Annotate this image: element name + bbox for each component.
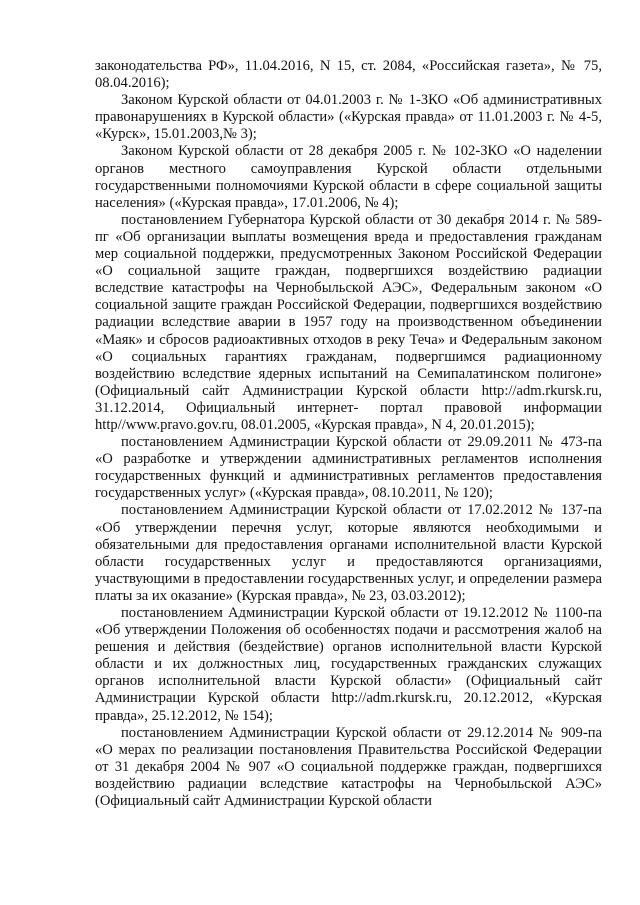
paragraph-kursk-law-1-zko: Законом Курской области от 04.01.2003 г. № 1-ЗКО «Об административных правонарушениях в Курской области» («Курская правда» от 11.01.2003 г. № 4-5, «Курск», 15.01.2003,№ 3); bbox=[95, 92, 602, 143]
paragraph-governor-decree-589: постановлением Губернатора Курской области от 30 декабря 2014 г. № 589-пг «Об организации выплаты возмещения вреда и предоставления гражданам мер социальной поддержки, предусмотренных Законом Российской Федерации «О социальной защите граждан, подвергшихся воздействию радиации вследствие катастрофы на Чернобыльской АЭС», Федеральным законом «О социальной защите граждан Российской Федерации, подвергшихся воздействию радиации вследствие аварии в 1957 году на производственном объединении «Маяк» и сбросов радиоактивных отходов в реку Теча» и Федеральным законом «О социальных гарантиях гражданам, подвергшимся радиационному воздействию вследствие ядерных испытаний на Семипалатинском полигоне» (Официальный сайт Администрации Курской области http://adm.rkursk.ru, 31.12.2014, Официальный интернет- портал правовой информации http//www.pravo.gov.ru, 08.01.2005, «Курская правда», N 4, 20.01.2015); bbox=[95, 211, 602, 433]
paragraph-administration-decree-473: постановлением Администрации Курской области от 29.09.2011 № 473-па «О разработке и утверждении административных регламентов исполнения государственных функций и административных регламентов предоставления государственных услуг» («Курская правда», 08.10.2011, № 120); bbox=[95, 434, 602, 502]
document-page bbox=[95, 58, 602, 810]
paragraph-administration-decree-137: постановлением Администрации Курской области от 17.02.2012 № 137-па «Об утверждении перечня услуг, которые являются необходимыми и обязательными для предоставления органами исполнительной власти Курской области государственных услуг и предоставляются организациями, участвующими в предоставлении государственных услуг, и определении размера платы за их оказание» (Курская правда», № 23, 03.03.2012); bbox=[95, 502, 602, 604]
paragraph-kursk-law-102-zko: Законом Курской области от 28 декабря 2005 г. № 102-ЗКО «О наделении органов местного самоуправления Курской области отдельными государственными полномочиями Курской области в сфере социальной защиты населения» («Курская правда», 17.01.2006, № 4); bbox=[95, 143, 602, 211]
paragraph-federal-law-publication: законодательства РФ», 11.04.2016, N 15, ст. 2084, «Российская газета», № 75, 08.04.2016); bbox=[95, 58, 602, 92]
paragraph-administration-decree-909: постановлением Администрации Курской области от 29.12.2014 № 909-па «О мерах по реализации постановления Правительства Российской Федерации от 31 декабря 2004 № 907 «О социальной поддержке граждан, подвергшихся воздействию радиации вследствие катастрофы на Чернобыльской АЭС» (Официальный сайт Администрации Курской области bbox=[95, 724, 602, 810]
paragraph-administration-decree-1100: постановлением Администрации Курской области от 19.12.2012 № 1100-па «Об утверждении Положения об особенностях подачи и рассмотрения жалоб на решения и действия (бездействие) органов исполнительной власти Курской области и их должностных лиц, государственных гражданских служащих органов исполнительной власти Курской области» (Официальный сайт Администрации Курской области http://adm.rkursk.ru, 20.12.2012, «Курская правда», 25.12.2012, № 154); bbox=[95, 605, 602, 724]
